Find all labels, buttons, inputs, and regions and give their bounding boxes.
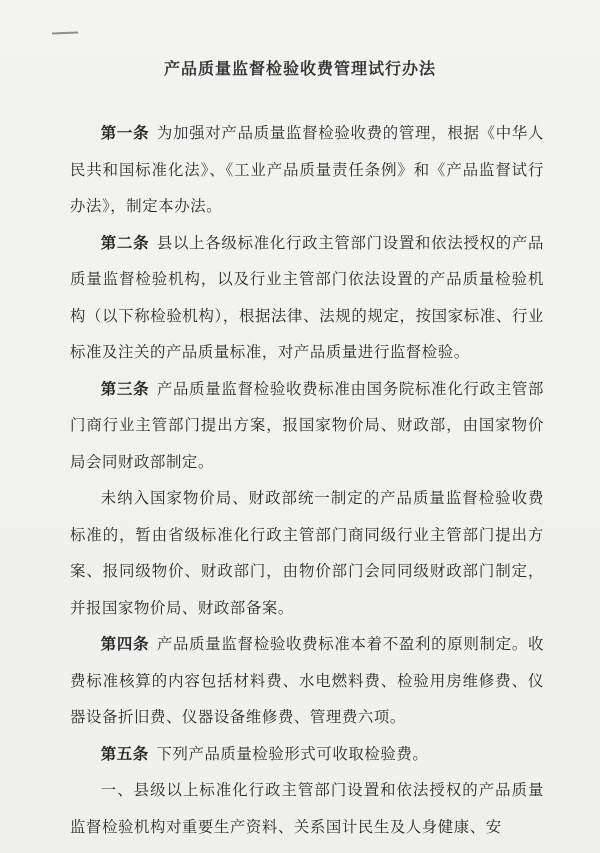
- paragraph-article-5-item-1: [70, 772, 544, 845]
- paragraph-text: 县以上各级标准化行政主管部门设置和依法授权的产品质量监督检验机构，以及行业主管部门依法设置的产品质量检验机构（以下称检验机构），根据法律、法规的规定，按国家标准、行业标准及注关的产品质量标准，对产品质量进行监督检验。: [70, 233, 544, 361]
- paragraph-text: 一、县级以上标准化行政主管部门设置和依法授权的产品质量监督检验机构对重要生产资料、关系国计民生及人身健康、安: [70, 781, 544, 836]
- article-label: 第四条: [100, 635, 150, 653]
- paragraph-text: 为加强对产品质量监督检验收费的管理，根据《中华人民共和国标准化法》、《工业产品质量责任条例》和《产品监督试行办法》，制定本办法。: [70, 124, 544, 215]
- article-label: 第五条: [100, 744, 149, 763]
- paragraph-text: 产品质量监督检验收费标准由国务院标准化行政主管部门商行业主管部门提出方案，报国家物价局、财政部，由国家物价局会同财政部制定。: [70, 379, 544, 471]
- paragraph-article-5: [70, 736, 544, 773]
- article-label: 第三条: [100, 379, 150, 398]
- pen-mark: [52, 32, 78, 35]
- document-body: [70, 115, 544, 845]
- paragraph-text: 产品质量监督检验收费标准本着不盈利的原则制定。收费标准核算的内容包括材料费、水电燃料费、检验用房维修费、仪器设备折旧费、仪器设备维修费、管理费六项。: [70, 635, 544, 726]
- paragraph-article-3: [70, 371, 544, 481]
- paragraph-text: 下列产品质量检验形式可收取检验费。: [156, 744, 429, 763]
- article-label: 第一条: [100, 124, 150, 142]
- document-title: 产品质量监督检验收费管理试行办法: [163, 59, 436, 78]
- paragraph-article-4: [70, 626, 544, 736]
- paragraph-article-2: [70, 225, 544, 371]
- paragraph-text: 未纳入国家物价局、财政部统一制定的产品质量监督检验收费标准的，暂由省级标准化行政主管部门商同级行业主管部门提出方案、报同级物价、财政部门，由物价部门会同同级财政部门制定，并报国家物价局、财政部备案。: [70, 489, 544, 617]
- paragraph-article-3-continued: [70, 480, 544, 626]
- article-label: 第二条: [100, 233, 150, 252]
- paragraph-article-1: [70, 115, 544, 225]
